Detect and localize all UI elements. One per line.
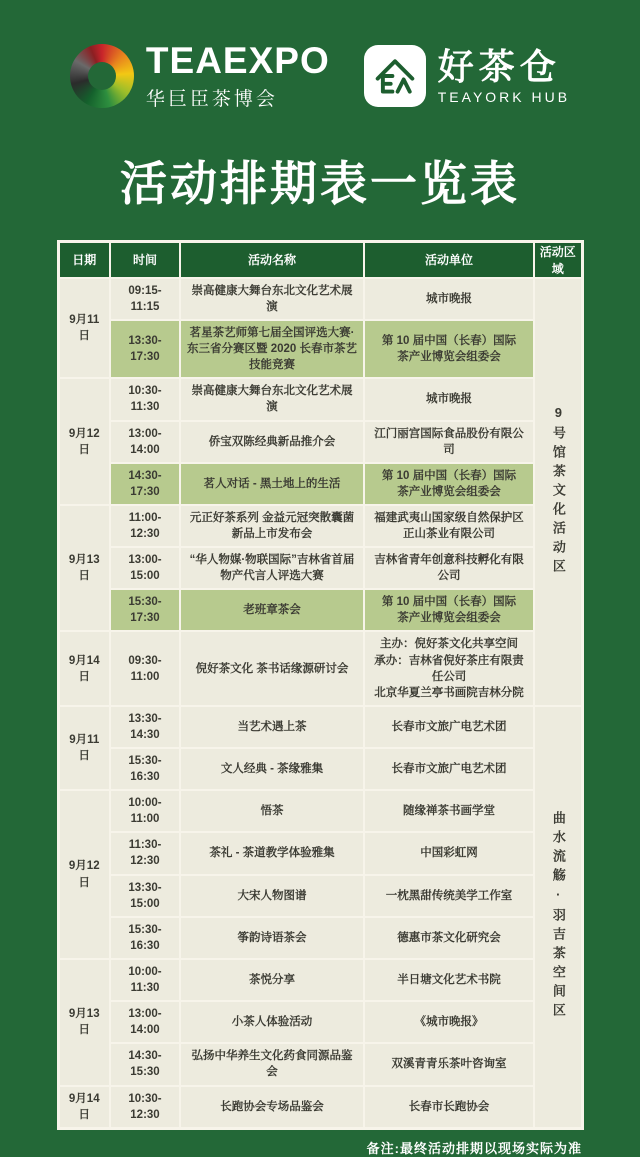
organizer-cell: 双溪青青乐茶叶咨询室 <box>364 1043 534 1085</box>
col-header-time: 时间 <box>110 241 180 278</box>
date-cell: 9月12日 <box>58 378 110 505</box>
organizer-cell: 一枕黑甜传统美学工作室 <box>364 875 534 917</box>
activity-cell: 茶礼 - 茶道教学体验雅集 <box>180 832 364 874</box>
table-row <box>58 790 582 832</box>
organizer-cell: 长春市文旅广电艺术团 <box>364 706 534 748</box>
table-row <box>58 1086 582 1129</box>
time-cell: 14:30-15:30 <box>110 1043 180 1085</box>
date-cell: 9月11日 <box>58 278 110 378</box>
time-cell: 15:30-16:30 <box>110 748 180 790</box>
time-cell: 15:30-17:30 <box>110 589 180 631</box>
table-row <box>58 631 582 705</box>
organizer-cell: 城市晚报 <box>364 378 534 420</box>
table-row <box>58 917 582 959</box>
date-cell: 9月14日 <box>58 631 110 705</box>
region-vertical-label: 9号馆茶文化活动区 <box>550 405 566 579</box>
time-cell: 14:30-17:30 <box>110 463 180 505</box>
teayork-name: 好茶仓 <box>437 45 561 87</box>
table-row <box>58 748 582 790</box>
activity-cell: 弘扬中华养生文化药食同源品鉴会 <box>180 1043 364 1085</box>
organizer-cell: 城市晚报 <box>364 278 534 320</box>
table-row <box>58 959 582 1001</box>
region-vertical-label: 曲水流觞·羽吉茶空间区 <box>550 811 566 1023</box>
activity-cell: “华人物媒·物联国际”吉林省首届物产代言人评选大赛 <box>180 547 364 589</box>
time-cell: 10:30-11:30 <box>110 378 180 420</box>
organizer-cell: 半日塘文化艺术书院 <box>364 959 534 1001</box>
organizer-cell: 第 10 届中国（长春）国际 茶产业博览会组委会 <box>364 589 534 631</box>
time-cell: 10:00-11:30 <box>110 959 180 1001</box>
activity-cell: 元正好茶系列 金益元冠突散囊菌新品上市发布会 <box>180 505 364 547</box>
table-row <box>58 1001 582 1043</box>
activity-cell: 大宋人物图谱 <box>180 875 364 917</box>
organizer-cell: 第 10 届中国（长春）国际 茶产业博览会组委会 <box>364 463 534 505</box>
footer-note: 备注:最终活动排期以现场实际为准 <box>366 1140 582 1156</box>
organizer-cell: 长春市长跑协会 <box>364 1086 534 1129</box>
date-cell: 9月11日 <box>58 706 110 790</box>
time-cell: 11:30-12:30 <box>110 832 180 874</box>
teaexpo-logo <box>70 42 330 111</box>
table-row <box>58 589 582 631</box>
col-header-activity: 活动名称 <box>180 241 364 278</box>
time-cell: 13:30-14:30 <box>110 706 180 748</box>
activity-cell: 文人经典 - 茶缘雅集 <box>180 748 364 790</box>
schedule-table-body <box>58 278 582 1128</box>
time-cell: 13:00-14:00 <box>110 1001 180 1043</box>
activity-cell: 侨宝双陈经典新品推介会 <box>180 421 364 463</box>
activity-cell: 崇高健康大舞台东北文化艺术展演 <box>180 278 364 320</box>
date-cell: 9月12日 <box>58 790 110 959</box>
table-row <box>58 1043 582 1085</box>
organizer-cell: 随缘禅茶书画学堂 <box>364 790 534 832</box>
time-cell: 10:00-11:00 <box>110 790 180 832</box>
organizer-cell: 江门丽宫国际食品股份有限公司 <box>364 421 534 463</box>
date-cell: 9月13日 <box>58 959 110 1086</box>
activity-cell: 筝韵诗语茶会 <box>180 917 364 959</box>
organizer-cell: 福建武夷山国家级自然保护区 正山茶业有限公司 <box>364 505 534 547</box>
table-row <box>58 278 582 320</box>
teaexpo-name: TEAEXPO <box>145 40 330 81</box>
table-header-row <box>58 241 582 278</box>
teaexpo-subtitle: 华巨臣茶博会 <box>145 88 278 110</box>
time-cell: 15:30-16:30 <box>110 917 180 959</box>
time-cell: 10:30-12:30 <box>110 1086 180 1129</box>
time-cell: 13:00-14:00 <box>110 421 180 463</box>
teayork-subtitle: TEAYORK HUB <box>437 89 571 106</box>
activity-cell: 茗星茶艺师第七届全国评选大赛·东三省分赛区暨 2020 长春市茶艺技能竞赛 <box>180 320 364 378</box>
activity-cell: 倪好茶文化 茶书话缘源研讨会 <box>180 631 364 705</box>
activity-cell: 茗人对话 - 黑土地上的生活 <box>180 463 364 505</box>
organizer-cell: 德惠市茶文化研究会 <box>364 917 534 959</box>
region-cell <box>534 706 582 1128</box>
table-row <box>58 320 582 378</box>
time-cell: 13:30-15:00 <box>110 875 180 917</box>
table-row <box>58 378 582 420</box>
time-cell: 13:00-15:00 <box>110 547 180 589</box>
activity-cell: 老班章茶会 <box>180 589 364 631</box>
time-cell: 09:15-11:15 <box>110 278 180 320</box>
table-row <box>58 875 582 917</box>
organizer-cell: 长春市文旅广电艺术团 <box>364 748 534 790</box>
table-row <box>58 547 582 589</box>
table-row <box>58 505 582 547</box>
schedule-table <box>57 240 584 1130</box>
organizer-cell: 主办：倪好茶文化共享空间 承办：吉林省倪好茶庄有限责任公司 北京华夏兰亭书画院吉林分院 <box>364 631 534 705</box>
time-cell: 13:30-17:30 <box>110 320 180 378</box>
header-logos <box>0 0 640 111</box>
organizer-cell: 第 10 届中国（长春）国际 茶产业博览会组委会 <box>364 320 534 378</box>
time-cell: 11:00-12:30 <box>110 505 180 547</box>
activity-cell: 茶悦分享 <box>180 959 364 1001</box>
activity-cell: 崇高健康大舞台东北文化艺术展演 <box>180 378 364 420</box>
date-cell: 9月14日 <box>58 1086 110 1129</box>
teayork-logo <box>364 45 570 107</box>
date-cell: 9月13日 <box>58 505 110 632</box>
activity-cell: 小茶人体验活动 <box>180 1001 364 1043</box>
organizer-cell: 吉林省青年创意科技孵化有限公司 <box>364 547 534 589</box>
activity-cell: 长跑协会专场品鉴会 <box>180 1086 364 1129</box>
col-header-organizer: 活动单位 <box>364 241 534 278</box>
activity-cell: 悟茶 <box>180 790 364 832</box>
table-row <box>58 463 582 505</box>
organizer-cell: 中国彩虹网 <box>364 832 534 874</box>
col-header-date: 日期 <box>58 241 110 278</box>
table-row <box>58 832 582 874</box>
teayork-house-icon <box>364 45 426 107</box>
table-row <box>58 421 582 463</box>
col-header-region: 活动区域 <box>534 241 582 278</box>
region-cell <box>534 278 582 706</box>
table-row <box>58 706 582 748</box>
teaexpo-swirl-icon <box>70 44 134 108</box>
activity-cell: 当艺术遇上茶 <box>180 706 364 748</box>
time-cell: 09:30-11:00 <box>110 631 180 705</box>
organizer-cell: 《城市晚报》 <box>364 1001 534 1043</box>
page-title: 活动排期表一览表 <box>120 156 520 210</box>
